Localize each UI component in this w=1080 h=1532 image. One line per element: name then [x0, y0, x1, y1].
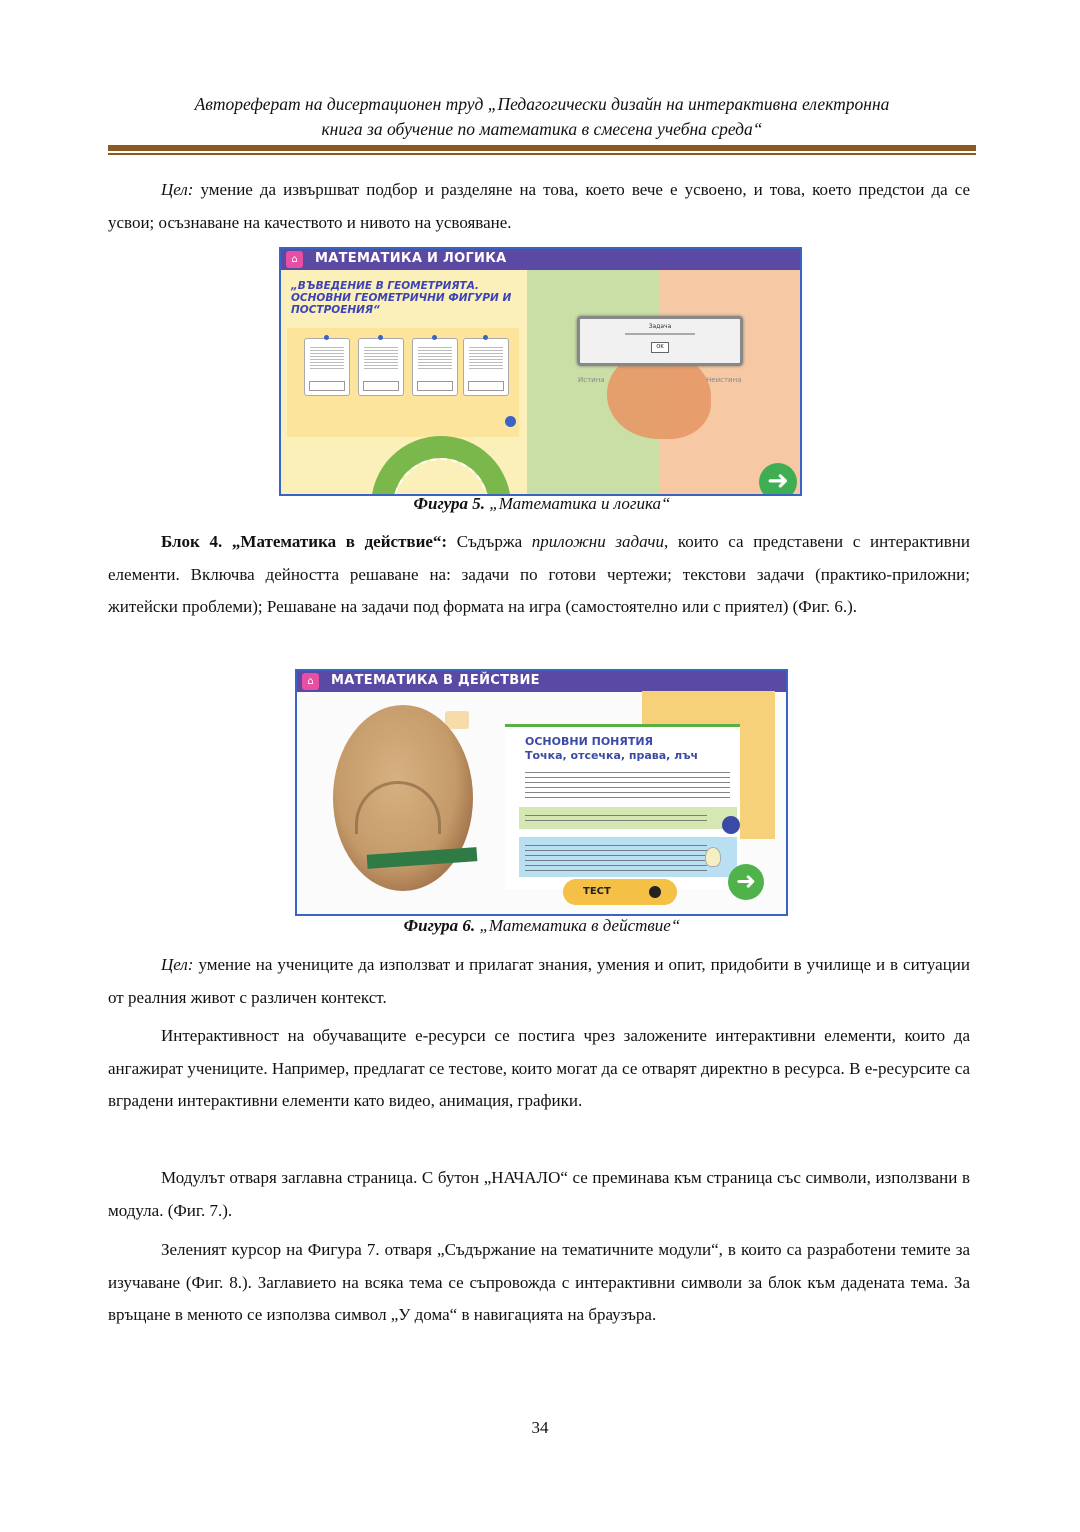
- goal-label: Цел:: [161, 180, 194, 199]
- paragraph-module-start: Модулът отваря заглавна страница. С бутон „НАЧАЛО“ се преминава към страница със символи, използвани в модула. (Фиг. 7.).: [108, 1168, 970, 1220]
- figure-5-title: МАТЕМАТИКА И ЛОГИКА: [315, 251, 507, 266]
- block-4-italic: приложни задачи: [531, 532, 664, 551]
- paragraph-interactivity: Интерактивност на обучаващите е-ресурси се постига чрез заложените интерактивни елементи, които да ангажират учениците. Например, предлагат се тестове, които могат да се отварят директно в ресурса. В е-ресурсите са вградени интерактивни елементи като видео, анимация, графики.: [108, 1026, 970, 1110]
- test-button-label: ТЕСТ: [583, 886, 611, 897]
- link-prompt-box: [519, 807, 737, 829]
- concepts-subheading: Точка, отсечка, права, лъч: [525, 749, 699, 762]
- home-icon[interactable]: ⌂: [286, 251, 303, 268]
- card-answer-input[interactable]: [468, 381, 504, 391]
- block-4-text-2: , които са представени с интерактивни елементи. Включва дейността решаване на: задачи по готови чертежи; текстови задачи (практико-приложни; житейски проблеми); Решаване на задачи под формата на игра (самостоятелно или с приятел) (Фиг. 6.).: [108, 532, 970, 616]
- home-icon[interactable]: ⌂: [302, 673, 319, 690]
- figure-6-caption-number: Фигура 6.: [403, 916, 476, 935]
- arrow-right-icon: [649, 886, 661, 898]
- block-4-text-1: Съдържа: [447, 532, 532, 551]
- task-card[interactable]: [463, 338, 509, 396]
- task-dialog: [577, 316, 743, 366]
- page-number: 34: [531, 1418, 549, 1437]
- dialog-ok-button[interactable]: OK: [651, 342, 669, 353]
- goal-text: умение на учениците да използват и прилагат знания, умения и опит, придобити в училище и в ситуации от реалния живот с различен контекст.: [108, 955, 970, 1007]
- card-text: [418, 345, 452, 369]
- card-text: [469, 345, 503, 369]
- task-card[interactable]: [304, 338, 350, 396]
- paragraph-green-cursor: Зеленият курсор на Фигура 7. отваря „Съдържание на тематичните модули“, в които са разработени темите за изучаване (Фиг. 8.). Заглавието на всяка тема се съпровожда с интерактивни символи за блок към дадената тема. За връщане в менюто се използва символ „У дома“ в навигацията на браузъра.: [108, 1240, 970, 1324]
- test-button[interactable]: [563, 879, 677, 905]
- figure-5-screenshot: [279, 247, 802, 496]
- figure-6-caption: [108, 916, 976, 936]
- card-text: [364, 345, 398, 369]
- paragraph-goal-1: [108, 174, 970, 239]
- dialog-title: Задача: [648, 323, 672, 330]
- intro-text: [525, 768, 730, 802]
- goal-label: Цел:: [161, 955, 194, 974]
- figure-6-title-bar: [297, 671, 786, 692]
- header-rule-thick: [108, 145, 976, 151]
- card-answer-input[interactable]: [417, 381, 453, 391]
- puzzle-icon: [445, 711, 469, 729]
- dialog-message: [625, 333, 695, 335]
- concepts-heading: ОСНОВНИ ПОНЯТИЯ: [525, 735, 654, 748]
- pin-icon: [378, 335, 383, 340]
- next-arrow-icon[interactable]: ➜: [759, 463, 797, 496]
- figure-5-caption: [108, 494, 976, 514]
- figure-6-caption-title: „Математика в действие“: [475, 916, 681, 935]
- block-4-title: Блок 4. „Математика в действие“:: [161, 532, 448, 551]
- task-card[interactable]: [412, 338, 458, 396]
- card-answer-input[interactable]: [363, 381, 399, 391]
- header-rule-thin: [108, 153, 976, 155]
- goal-text: умение да извършват подбор и разделяне на това, което вече е усвоено, и това, което предстои да се усвои; осъзнаване на качеството и нивото на усвояване.: [108, 180, 970, 232]
- paragraph-block-4: [108, 526, 970, 624]
- card-diagram: [310, 345, 344, 369]
- figure-5-title-bar: [281, 249, 800, 270]
- task-cards-area: [287, 328, 519, 437]
- task-card[interactable]: [358, 338, 404, 396]
- header-line-2: книга за обучение по математика в смесена учебна среда“: [321, 119, 763, 139]
- pin-icon: [432, 335, 437, 340]
- pin-icon: [324, 335, 329, 340]
- label-true: Истина: [578, 376, 605, 384]
- figure-5-caption-title: „Математика и логика“: [485, 494, 671, 513]
- header-line-1: Автореферат на дисертационен труд „Педагогически дизайн на интерактивна електронна: [194, 94, 890, 114]
- panel-accent-line: [505, 724, 740, 727]
- label-false: Неистина: [706, 376, 742, 384]
- info-icon[interactable]: [505, 416, 516, 427]
- card-answer-input[interactable]: [309, 381, 345, 391]
- pin-icon: [483, 335, 488, 340]
- lightbulb-icon: [705, 847, 721, 867]
- running-header: [108, 92, 976, 142]
- paragraph-goal-2: [108, 949, 970, 1014]
- figure-5-caption-number: Фигура 5.: [413, 494, 486, 513]
- figure-6-screenshot: [295, 669, 788, 916]
- figure-5-subtitle: „ВЪВЕДЕНИЕ В ГЕОМЕТРИЯТА. ОСНОВНИ ГЕОМЕТРИЧНИ ФИГУРИ И ПОСТРОЕНИЯ“: [291, 280, 512, 316]
- link-icon[interactable]: [722, 816, 740, 834]
- figure-6-title: МАТЕМАТИКА В ДЕЙСТВИЕ: [331, 673, 540, 688]
- next-arrow-icon[interactable]: ➜: [728, 864, 764, 900]
